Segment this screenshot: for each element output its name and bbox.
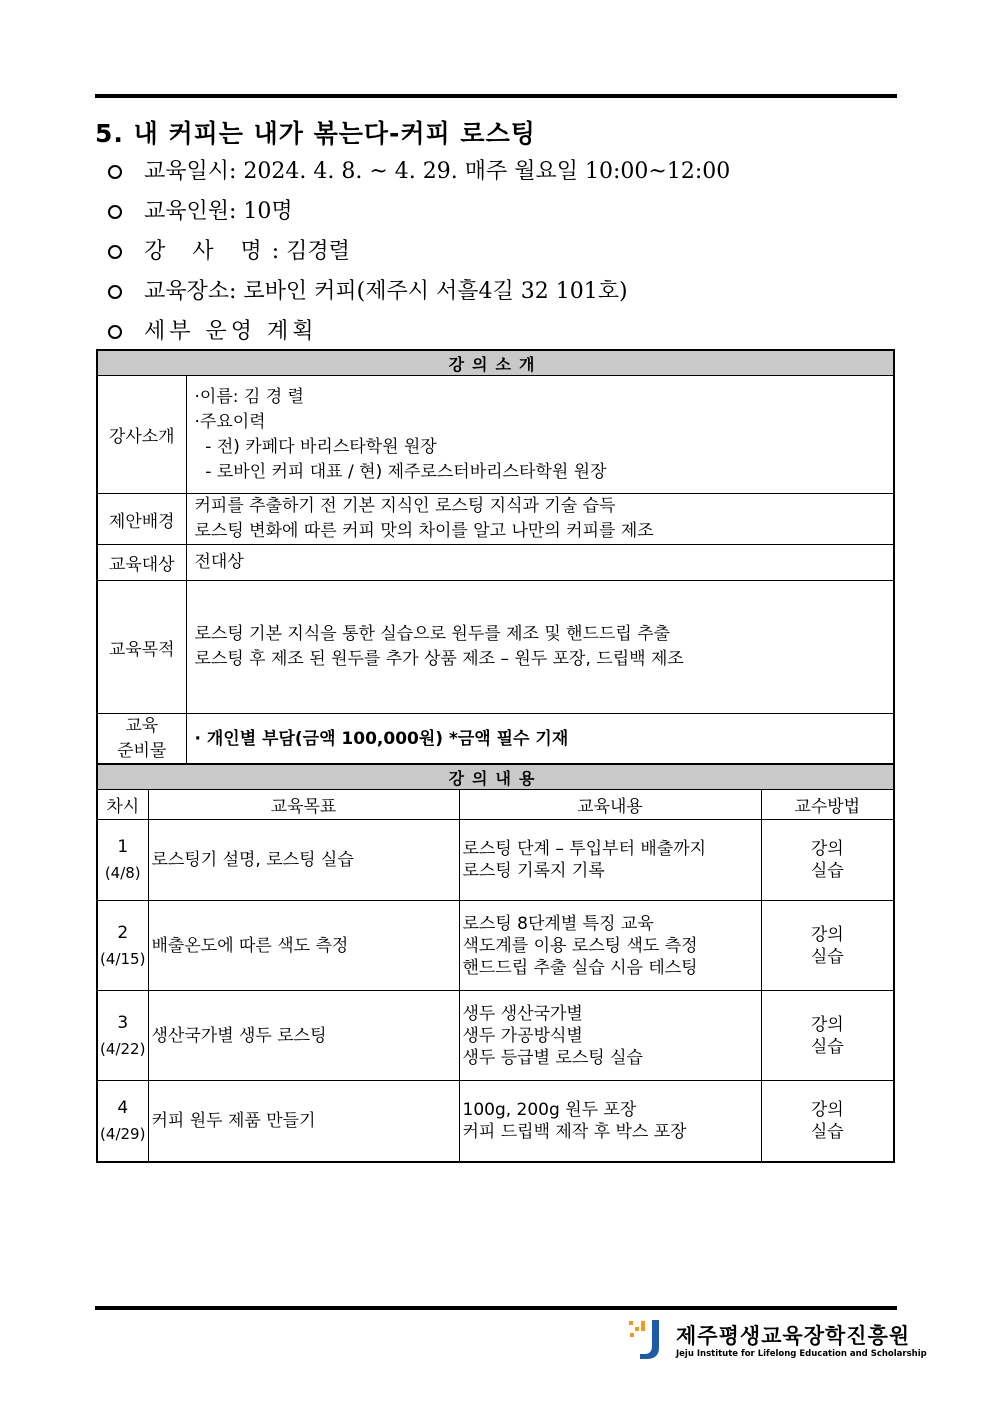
info-item-instructor: 강 사 명: 김경렬 [108,232,730,272]
content-header-row [97,764,894,790]
goal-content: 로스팅 기본 지식을 통한 실습으로 원두를 제조 및 핸드드립 추출 로스팅 후 제조 된 원두를 추가 상품 제조 – 원두 포장, 드립백 제조 [186,581,894,714]
session-method: 강의 실습 [761,1081,894,1162]
target-row [97,545,894,581]
intro-header: 강의소개 [97,350,894,376]
circle-bullet-icon [108,245,122,259]
background-label: 제안배경 [97,494,186,545]
session-method: 강의 실습 [761,901,894,991]
session-method: 강의 실습 [761,991,894,1081]
info-item-count: 교육인원: 10명 [108,192,730,232]
instructor-label: 강사소개 [97,376,186,494]
circle-bullet-icon [108,285,122,299]
section-title: 5. 내 커피는 내가 볶는다-커피 로스팅 [95,119,536,148]
materials-content: · 개인별 부담(금액 100,000원) *금액 필수 기재 [186,714,894,766]
table-row [97,901,894,991]
session-goal: 배출온도에 따른 색도 측정 [148,901,459,991]
circle-bullet-icon [108,205,122,219]
column-header-row [97,790,894,820]
info-item-place: 교육장소: 로바인 커피(제주시 서흘4길 32 101호) [108,272,730,312]
col-content: 교육내용 [459,790,761,820]
content-header: 강의내용 [97,764,894,790]
col-session: 차시 [97,790,148,820]
session-number: 4 (4/29) [97,1081,148,1162]
info-list [108,152,730,352]
table-row [97,1081,894,1162]
col-method: 교수방법 [761,790,894,820]
bottom-rule [95,1306,897,1310]
target-label: 교육대상 [97,545,186,581]
instructor-row [97,376,894,494]
intro-table [96,349,895,766]
circle-bullet-icon [108,325,122,339]
session-content: 100g, 200g 원두 포장 커피 드립백 제작 후 박스 포장 [459,1081,761,1162]
col-goal: 교육목표 [148,790,459,820]
instructor-content: ·이름: 김 경 렬 ·주요이력 - 전) 카페다 바리스타학원 원장 - 로바인 커피 대표 / 현) 제주로스터바리스타학원 원장 [186,376,894,494]
session-number: 1 (4/8) [97,820,148,901]
session-content: 생두 생산국가별 생두 가공방식별 생두 등급별 로스팅 실습 [459,991,761,1081]
session-content: 로스팅 단계 – 투입부터 배출까지 로스팅 기록지 기록 [459,820,761,901]
session-content: 로스팅 8단계별 특징 교육 색도계를 이용 로스팅 색도 측정 핸드드립 추출 실습 시음 테스팅 [459,901,761,991]
content-table [96,763,895,1163]
goal-row [97,581,894,714]
session-goal: 생산국가별 생두 로스팅 [148,991,459,1081]
info-item-plan: 세부 운영 계획 [108,312,730,352]
materials-row [97,714,894,766]
intro-header-row [97,350,894,376]
target-content: 전대상 [186,545,894,581]
org-logo [628,1318,927,1364]
session-goal: 커피 원두 제품 만들기 [148,1081,459,1162]
session-method: 강의 실습 [761,820,894,901]
background-content: 커피를 추출하기 전 기본 지식인 로스팅 지식과 기술 습득 로스팅 변화에 따른 커피 맛의 차이를 알고 나만의 커피를 제조 [186,494,894,545]
org-name-en: Jeju Institute for Lifelong Education and Scholarship [676,1349,927,1359]
top-rule [95,94,897,98]
goal-label: 교육목적 [97,581,186,714]
table-row [97,991,894,1081]
table-row [97,820,894,901]
info-item-date: 교육일시: 2024. 4. 8. ~ 4. 29. 매주 월요일 10:00~12:00 [108,152,730,192]
session-goal: 로스팅기 설명, 로스팅 실습 [148,820,459,901]
materials-label: 교육 준비물 [97,714,186,766]
session-number: 2 (4/15) [97,901,148,991]
jeju-logo-icon [628,1318,670,1362]
session-number: 3 (4/22) [97,991,148,1081]
background-row [97,494,894,545]
circle-bullet-icon [108,165,122,179]
org-name: 제주평생교육장학진흥원 [676,1324,911,1348]
